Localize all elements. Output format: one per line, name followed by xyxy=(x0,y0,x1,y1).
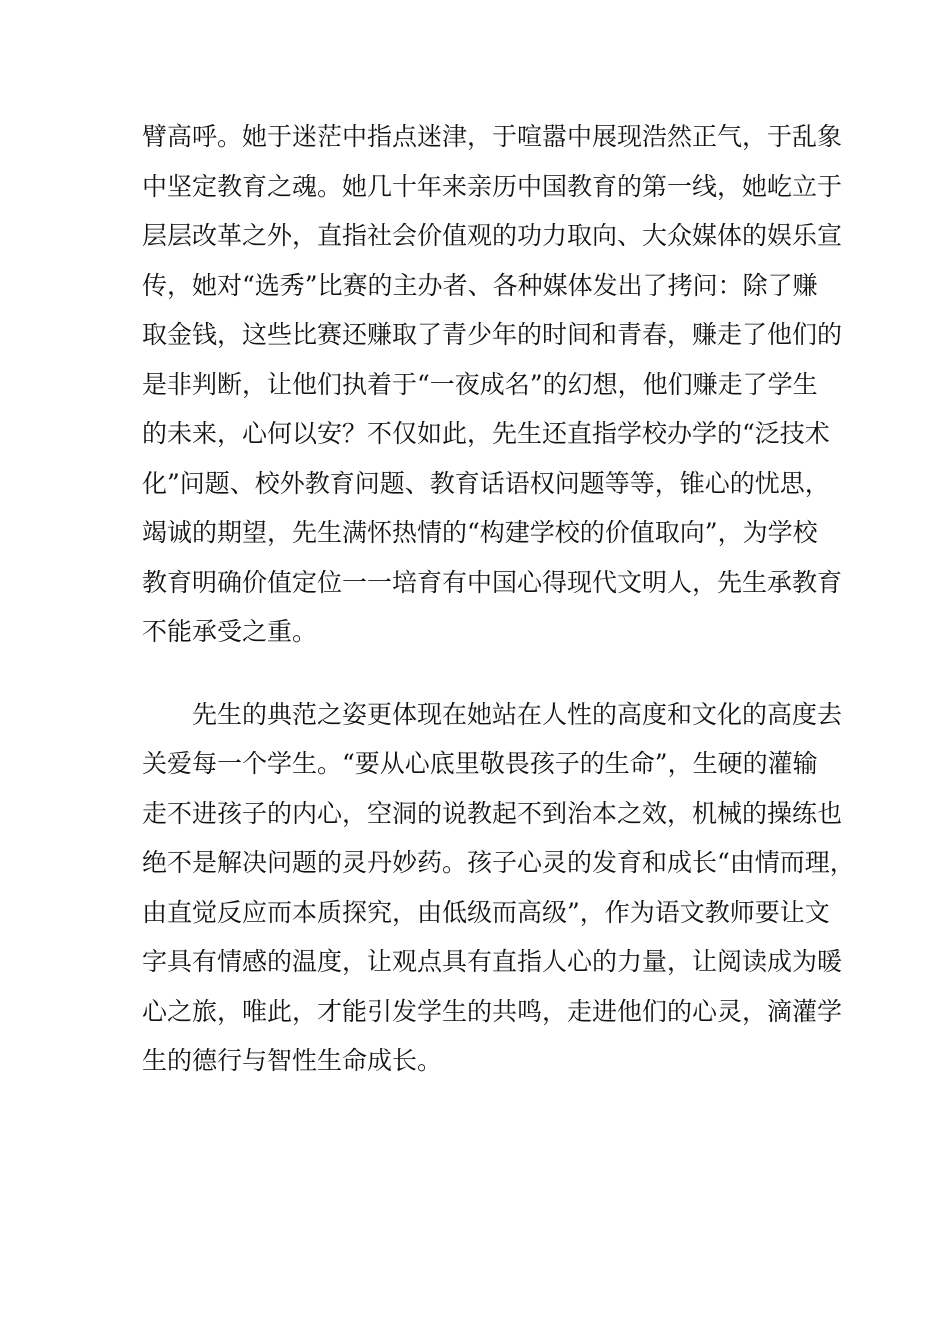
text-line: 不能承受之重。 xyxy=(142,617,318,646)
paragraph-spacer xyxy=(142,657,812,690)
text-line: 绝不是解决问题的灵丹妙药。孩子心灵的发育和成长“由情而理， xyxy=(142,848,855,877)
text-line: 中坚定教育之魂。她几十年来亲历中国教育的第一线，她屹立于 xyxy=(142,171,843,201)
text-line: 生的德行与智性生命成长。 xyxy=(142,1046,443,1075)
text-line: 心之旅，唯此，才能引发学生的共鸣，走进他们的心灵，滴灌学 xyxy=(142,996,843,1026)
text-line: 层层改革之外，直指社会价值观的功力取向、大众媒体的娱乐宣 xyxy=(142,221,843,250)
text-line: 取金钱，这些比赛还赚取了青少年的时间和青春，赚走了他们的 xyxy=(142,320,843,349)
text-line: 由直觉反应而本质探究，由低级而高级”，作为语文教师要让文 xyxy=(142,897,830,927)
paragraph-1 xyxy=(142,112,843,657)
text-line: 竭诚的期望，先生满怀热情的“构建学校的价值取向”，为学校 xyxy=(142,518,818,547)
text-line: 教育明确价值定位一一培育有中国心得现代文明人，先生承教育 xyxy=(142,567,843,597)
text-line: 传，她对“选秀”比赛的主办者、各种媒体发出了拷问：除了赚 xyxy=(142,270,818,300)
document-body xyxy=(142,112,855,1086)
text-line: 关爱每一个学生。“要从心底里敬畏孩子的生命”，生硬的灌输 xyxy=(142,749,818,778)
text-line: 走不进孩子的内心，空洞的说教起不到治本之效，机械的操练也 xyxy=(142,798,843,828)
text-line: 是非判断，让他们执着于“一夜成名”的幻想，他们赚走了学生 xyxy=(142,369,818,399)
paragraph-2 xyxy=(142,690,855,1086)
text-line: 化”问题、校外教育问题、教育话语权问题等等，锥心的忧思， xyxy=(142,468,830,498)
text-line: 字具有情感的温度，让观点具有直指人心的力量，让阅读成为暖 xyxy=(142,947,843,976)
text-line: 的未来，心何以安？不仅如此，先生还直指学校办学的“泛技术 xyxy=(142,419,830,448)
text-line: 臂高呼。她于迷茫中指点迷津，于喧嚣中展现浩然正气，于乱象 xyxy=(142,122,843,151)
text-line-indented: 先生的典范之姿更体现在她站在人性的高度和文化的高度去 xyxy=(192,699,843,729)
